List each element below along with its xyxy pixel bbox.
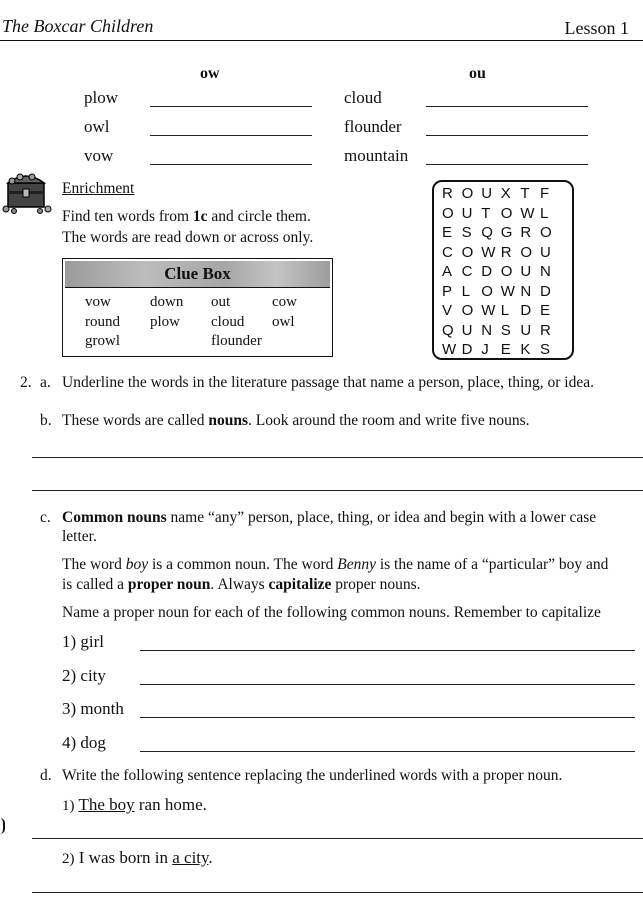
answer-blank[interactable] <box>150 106 312 107</box>
enrichment-instructions-line2: The words are read down or across only. <box>62 229 314 246</box>
lesson-label: Lesson 1 <box>564 18 629 38</box>
ou-column-heading: ou <box>469 65 486 82</box>
enrichment-heading: Enrichment <box>62 180 135 197</box>
common-noun-item: 4) dog <box>62 733 106 752</box>
clue-word: vow <box>85 294 111 310</box>
clue-word: cloud <box>211 314 245 330</box>
item-label-d: d. <box>40 767 52 784</box>
ow-word: plow <box>84 88 118 107</box>
clue-word: down <box>150 294 184 310</box>
answer-blank[interactable] <box>426 164 588 165</box>
proper-noun-answer-line[interactable] <box>140 717 635 718</box>
ow-word: vow <box>84 146 114 165</box>
header-rule <box>0 40 643 41</box>
page-edge-mark <box>0 818 5 834</box>
answer-blank[interactable] <box>150 164 312 165</box>
word-search-grid[interactable] <box>432 180 574 360</box>
proper-noun-answer-line[interactable] <box>140 650 635 651</box>
clue-word: flounder <box>211 333 262 349</box>
item-a-text: Underline the words in the literature passage that name a person, place, thing, or idea. <box>62 374 594 391</box>
word-search-row: C O W R O U <box>442 243 551 261</box>
sentence-2: 2) I was born in a city. <box>62 848 213 867</box>
proper-noun-explanation: The word boy is a common noun. The word Benny is the name of a “particular” boy and <box>62 556 609 573</box>
common-noun-item: 1) girl <box>62 632 105 651</box>
answer-blank[interactable] <box>426 135 588 136</box>
clue-word: round <box>85 314 120 330</box>
common-noun-item: 3) month <box>62 699 124 718</box>
sentence-1: 1) The boy ran home. <box>62 795 207 814</box>
clue-word: out <box>211 294 231 310</box>
item-label-b: b. <box>40 412 52 429</box>
proper-noun-answer-line[interactable] <box>140 684 635 685</box>
treasure-chest-icon <box>2 169 52 215</box>
word-search-row: O U T O W L <box>442 204 549 222</box>
common-nouns-definition-line2: letter. <box>62 528 97 545</box>
clue-box-header <box>65 261 330 288</box>
item-d-text: Write the following sentence replacing the underlined words with a proper noun. <box>62 767 563 784</box>
common-nouns-definition: Common nouns name “any” person, place, thing, or idea and begin with a lower case <box>62 509 597 526</box>
ou-word: flounder <box>344 117 402 136</box>
ou-word: mountain <box>344 146 409 165</box>
proper-noun-instructions: Name a proper noun for each of the following common nouns. Remember to capitalize <box>62 604 601 621</box>
clue-word: cow <box>272 294 297 310</box>
nouns-answer-line[interactable] <box>32 457 643 458</box>
sentence-answer-line[interactable] <box>32 838 643 839</box>
word-search-row: W D J E K S <box>442 341 550 358</box>
ou-word: cloud <box>344 88 382 107</box>
word-search-row: P L O W N D <box>442 282 551 300</box>
word-search-row: Q U N S U R <box>442 321 551 339</box>
enrichment-instructions: Find ten words from 1c and circle them. <box>62 208 311 225</box>
answer-blank[interactable] <box>426 106 588 107</box>
clue-box <box>62 258 333 357</box>
proper-noun-explanation-line2: is called a proper noun. Always capitalize proper nouns. <box>62 576 421 593</box>
clue-word: plow <box>150 314 180 330</box>
item-label-c: c. <box>40 509 51 526</box>
clue-word: growl <box>85 333 120 349</box>
word-search-row: R O U X T F <box>442 185 550 202</box>
ow-column-heading: ow <box>200 65 220 82</box>
nouns-answer-line[interactable] <box>32 490 643 491</box>
sentence-answer-line[interactable] <box>32 892 643 893</box>
ow-word: owl <box>84 117 110 136</box>
item-b-text: These words are called nouns. Look around the room and write five nouns. <box>62 412 530 429</box>
section-number: 2. <box>20 374 32 391</box>
word-search-row: V O W L D E <box>442 302 550 319</box>
word-search-row: A C D O U N <box>442 263 551 280</box>
clue-word: owl <box>272 314 295 330</box>
common-noun-item: 2) city <box>62 666 106 685</box>
answer-blank[interactable] <box>150 135 312 136</box>
proper-noun-answer-line[interactable] <box>140 751 635 752</box>
item-label-a: a. <box>40 374 51 391</box>
word-search-row: E S Q G R O <box>442 224 552 241</box>
clue-box-title: Clue Box <box>164 264 231 283</box>
book-title: The Boxcar Children <box>2 16 154 36</box>
